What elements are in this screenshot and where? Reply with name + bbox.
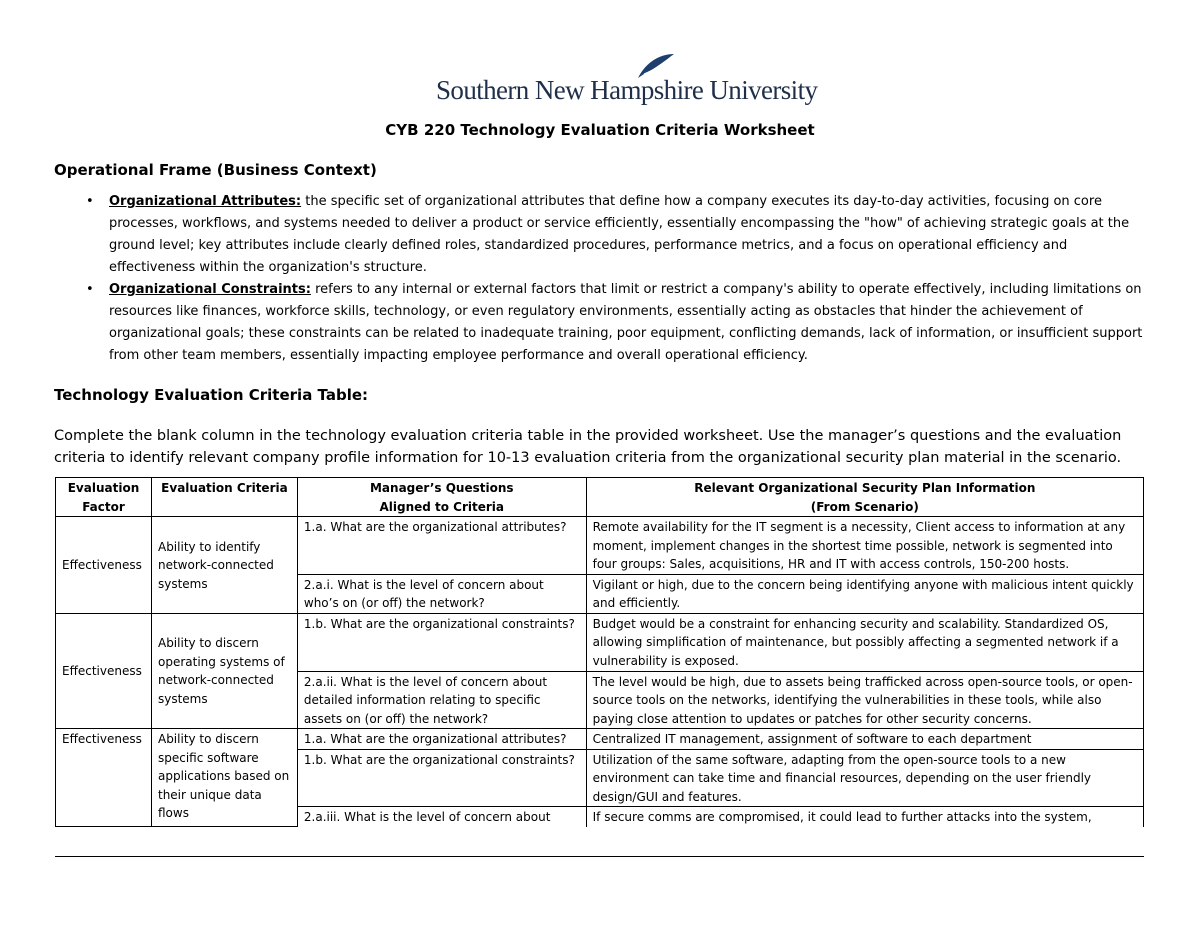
table-header-row (56, 478, 1144, 517)
bullet-term: Organizational Attributes: (109, 194, 302, 209)
info-cell: Remote availability for the IT segment is a necessity, Client access to information at any moment, implement changes in the shortest time possible, network is segmented into four groups: Sales, acquisitions, HR and IT with access controls, 150-200 hosts. (586, 517, 1143, 575)
page-bottom-rule (55, 856, 1144, 857)
operational-frame-heading: Operational Frame (Business Context) (54, 161, 377, 179)
operational-frame-list (86, 191, 1146, 367)
bullet-icon: • (86, 282, 94, 297)
criteria-cell: Ability to discern operating systems of network-connected systems (151, 613, 297, 729)
question-cell: 2.a.iii. What is the level of concern about (297, 807, 586, 827)
bullet-icon: • (86, 194, 94, 209)
info-cell: Budget would be a constraint for enhancing security and scalability. Standardized OS, allowing simplification of maintenance, but possibly affecting a segmented network if a vulnerability is exposed. (586, 613, 1143, 671)
evaluation-criteria-table (55, 477, 1144, 827)
bullet-text: the specific set of organizational attributes that define how a company executes its day-to-day activities, focusing on core processes, workflows, and systems needed to deliver a product or service efficiently, essentially encompassing the "how" of achieving strategic goals at the ground level; key attributes include clearly defined roles, standardized procedures, performance metrics, and a focus on operational efficiency and effectiveness within the organization's structure. (109, 194, 1130, 275)
university-logo (436, 53, 818, 108)
instructions-text: Complete the blank column in the technology evaluation criteria table in the provided worksheet. Use the manager’s questions and the evaluation criteria to identify relevant company profile information for 10-13 evaluation criteria from the organizational security plan material in the scenario. (54, 428, 1122, 466)
page-title: CYB 220 Technology Evaluation Criteria Worksheet (385, 121, 815, 139)
info-cell: If secure comms are compromised, it could lead to further attacks into the system, (586, 807, 1143, 827)
bullet-text: refers to any internal or external factors that limit or restrict a company's ability to operate effectively, including limitations on resources like finances, workforce skills, technology, or even regulatory environments, essentially acting as obstacles that hinder the achievement of organizational goals; these constraints can be related to inadequate training, poor equipment, conflicting demands, lack of information, or insufficient support from other team members, essentially impacting employee performance and overall operational efficiency. (109, 282, 1143, 363)
question-cell: 2.a.ii. What is the level of concern about detailed information relating to specific assets on (or off) the network? (297, 671, 586, 729)
header-security-plan-info: Relevant Organizational Security Plan Information (From Scenario) (586, 478, 1143, 517)
list-item (86, 279, 1146, 367)
bullet-term: Organizational Constraints: (109, 282, 311, 297)
university-logo-text: Southern New Hampshire University (436, 75, 818, 105)
header-managers-questions: Manager’s Questions Aligned to Criteria (297, 478, 586, 517)
info-cell: Vigilant or high, due to the concern being identifying anyone with malicious intent quickly and efficiently. (586, 574, 1143, 613)
table-row (56, 517, 1144, 575)
leaf-logo-icon (636, 52, 676, 80)
info-cell: Utilization of the same software, adapting from the open-source tools to a new environment can take time and financial resources, depending on the user friendly design/GUI and features. (586, 749, 1143, 807)
criteria-cell: Ability to identify network-connected systems (151, 517, 297, 614)
table-section-heading: Technology Evaluation Criteria Table: (54, 386, 369, 404)
question-cell: 1.b. What are the organizational constraints? (297, 613, 586, 671)
header-evaluation-criteria: Evaluation Criteria (151, 478, 297, 517)
question-cell: 1.b. What are the organizational constraints? (297, 749, 586, 807)
table-row (56, 729, 1144, 750)
question-cell: 1.a. What are the organizational attributes? (297, 729, 586, 750)
criteria-cell: Ability to discern specific software applications based on their unique data flows (151, 729, 297, 827)
header-evaluation-factor: Evaluation Factor (56, 478, 152, 517)
table-row (56, 613, 1144, 671)
factor-cell: Effectiveness (56, 729, 152, 827)
factor-cell: Effectiveness (56, 517, 152, 614)
list-item (86, 191, 1146, 279)
question-cell: 1.a. What are the organizational attributes? (297, 517, 586, 575)
info-cell: Centralized IT management, assignment of software to each department (586, 729, 1143, 750)
factor-cell: Effectiveness (56, 613, 152, 729)
info-cell: The level would be high, due to assets being trafficked across open-source tools, or open-source tools on the networks, identifying the vulnerabilities in these tools, while also paying close attention to updates or patches for other security concerns. (586, 671, 1143, 729)
question-cell: 2.a.i. What is the level of concern about who’s on (or off) the network? (297, 574, 586, 613)
